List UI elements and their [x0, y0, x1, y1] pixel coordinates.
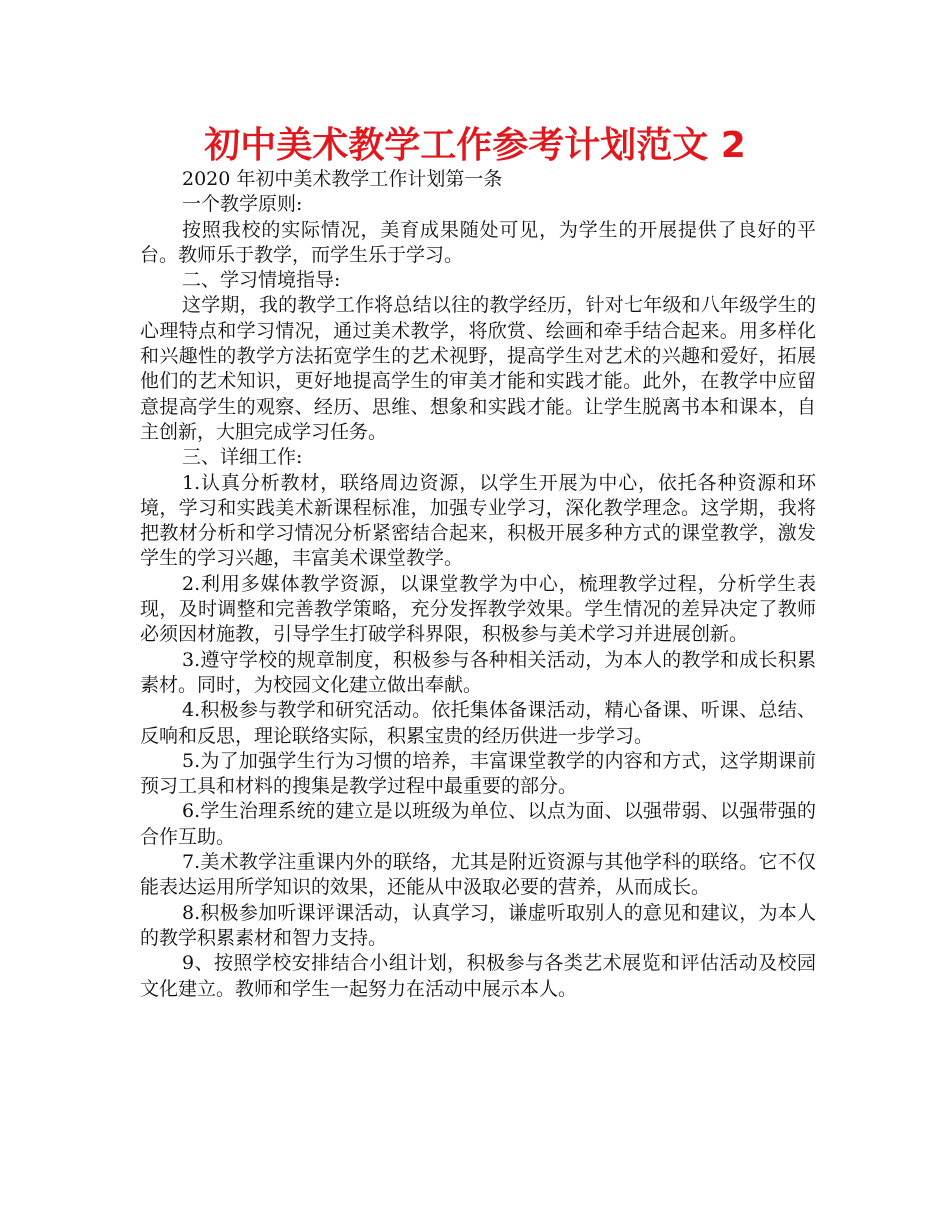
paragraph: 2020 年初中美术教学工作计划第一条: [182, 168, 503, 190]
paragraph: 三、详细工作:: [182, 446, 303, 469]
paragraph: 9、按照学校安排结合小组计划，积极参与各类艺术展览和评估活动及校园文化建立。教师和学生一起努力在活动中展示本人。: [140, 952, 816, 1000]
paragraph: 一个教学原则:: [182, 193, 303, 216]
paragraph: 这学期，我的教学工作将总结以往的教学经历，针对七年级和八年级学生的心理特点和学习情况，通过美术教学，将欣赏、绘画和牵手结合起来。用多样化和兴趣性的教学方法拓宽学生的艺术视野，提高学生对艺术的兴趣和爱好，拓展他们的艺术知识，更好地提高学生的审美才能和实践才能。此外，在教学中应留意提高学生的观察、经历、思维、想象和实践才能。让学生脱离书本和课本，自主创新，大胆完成学习任务。: [140, 294, 816, 443]
paragraph: 按照我校的实际情况，美育成果随处可见，为学生的开展提供了良好的平台。教师乐于教学，而学生乐于学习。: [140, 218, 816, 266]
document-title: 初中美术教学工作参考计划范文 2: [204, 125, 746, 166]
paragraph: 1.认真分析教材，联络周边资源，以学生开展为中心，依托各种资源和环境，学习和实践美术新课程标准，加强专业学习，深化教学理念。这学期，我将把教材分析和学习情况分析紧密结合起来，积极开展多种方式的课堂教学，激发学生的学习兴趣，丰富美术课堂教学。: [140, 471, 816, 570]
paragraph: 6.学生治理系统的建立是以班级为单位、以点为面、以强带弱、以强带强的合作互助。: [140, 800, 816, 848]
paragraph: 4.积极参与教学和研究活动。依托集体备课活动，精心备课、听课、总结、反响和反思，理论联络实际，积累宝贵的经历供进一步学习。: [140, 699, 816, 747]
paragraph: 3.遵守学校的规章制度，积极参与各种相关活动，为本人的教学和成长积累素材。同时，为校园文化建立做出奉献。: [140, 648, 816, 696]
document-body: [140, 167, 816, 1002]
paragraph: 二、学习情境指导:: [182, 269, 341, 292]
paragraph: 8.积极参加听课评课活动，认真学习，谦虚听取别人的意见和建议，为本人的教学积累素材和智力支持。: [140, 901, 816, 949]
paragraph: 7.美术教学注重课内外的联络，尤其是附近资源与其他学科的联络。它不仅能表达运用所学知识的效果，还能从中汲取必要的营养，从而成长。: [140, 851, 816, 899]
paragraph: 5.为了加强学生行为习惯的培养，丰富课堂教学的内容和方式，这学期课前预习工具和材料的搜集是教学过程中最重要的部分。: [140, 749, 816, 798]
paragraph: 2.利用多媒体教学资源，以课堂教学为中心，梳理教学过程，分析学生表现，及时调整和完善教学策略，充分发挥教学效果。学生情况的差异决定了教师必须因材施教，引导学生打破学科界限，积极参与美术学习并进展创新。: [140, 572, 816, 646]
